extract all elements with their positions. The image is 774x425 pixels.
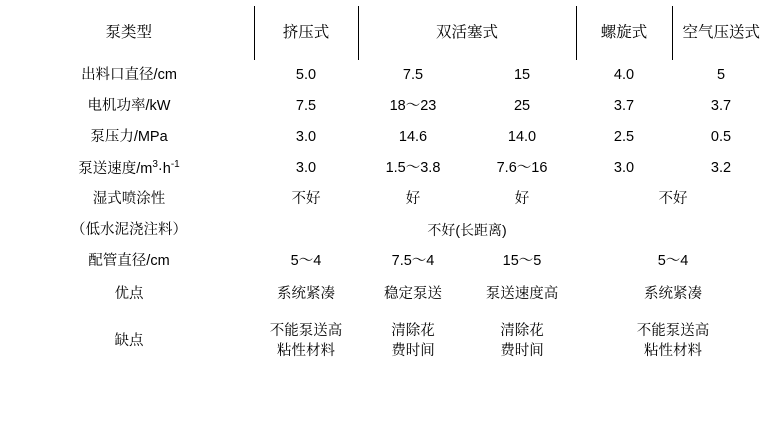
table-row <box>4 153 770 184</box>
header-col-extrusion: 挤压式 <box>254 6 358 60</box>
cell-pipe-extrusion: 5～4 <box>290 252 322 269</box>
row-label-pumping-speed <box>4 153 254 184</box>
cell-wetspray-extrusion: 不好 <box>291 190 321 207</box>
table-row <box>4 215 770 246</box>
cell-wetspray-dp1: 好 <box>405 190 421 207</box>
disadvantage-screw-air-line2: 粘性材料 <box>644 343 703 359</box>
header-col-double-piston: 双活塞式 <box>358 6 576 60</box>
cell-power-screw: 3.7 <box>613 97 635 114</box>
cell-power-dp2: 25 <box>513 97 531 114</box>
cell-pressure-air: 0.5 <box>710 128 732 145</box>
row-label-low-cement-castable: （低水泥浇注料） <box>71 221 187 238</box>
table-row <box>4 91 770 122</box>
cell-pressure-screw: 2.5 <box>613 128 635 145</box>
cell-power-air: 3.7 <box>710 97 732 114</box>
cell-advantage-screw-air: 系统紧凑 <box>644 286 703 303</box>
row-label-outlet-diameter: 出料口直径/cm <box>81 66 177 83</box>
cell-lowcement-screw-air <box>576 215 770 246</box>
cell-disadvantage-dp1 <box>358 313 468 371</box>
cell-pipe-screw-air: 5～4 <box>657 252 689 269</box>
cell-disadvantage-extrusion <box>254 313 358 371</box>
cell-wetspray-dp2: 好 <box>514 190 530 207</box>
cell-pressure-dp1: 14.6 <box>398 128 428 145</box>
disadvantage-screw-air-line1: 不能泵送高 <box>636 323 710 340</box>
cell-disadvantage-dp2 <box>468 313 576 371</box>
cell-lowcement-double-piston: 不好(长距离) <box>427 222 507 239</box>
cell-advantage-dp2: 泵送速度高 <box>485 286 559 303</box>
cell-wetspray-screw-air: 不好 <box>658 190 688 207</box>
header-row-label: 泵类型 <box>4 6 254 60</box>
cell-speed-screw: 3.0 <box>613 159 635 176</box>
pumping-speed-sup2: -1 <box>170 158 180 170</box>
cell-pipe-dp2: 15～5 <box>502 252 542 269</box>
cell-speed-dp2: 7.6～16 <box>496 159 548 176</box>
table-row <box>4 60 770 91</box>
cell-speed-air: 3.2 <box>710 159 732 176</box>
cell-outlet-air: 5 <box>716 66 726 83</box>
header-col-air: 空气压送式 <box>682 23 761 41</box>
cell-outlet-extrusion: 5.0 <box>295 66 317 83</box>
pump-comparison-table <box>4 6 770 371</box>
row-label-motor-power: 电机功率/kW <box>87 97 171 114</box>
cell-power-dp1: 18～23 <box>389 97 437 114</box>
row-label-wet-spray: 湿式喷涂性 <box>92 190 166 207</box>
cell-speed-dp1: 1.5～3.8 <box>385 159 441 176</box>
cell-pressure-dp2: 14.0 <box>507 128 537 145</box>
row-label-pump-pressure: 泵压力/MPa <box>90 128 168 145</box>
pumping-speed-mid: ·h <box>157 160 171 177</box>
cell-pressure-extrusion: 3.0 <box>295 128 317 145</box>
table-row <box>4 184 770 215</box>
header-col-screw: 螺旋式 <box>576 6 672 60</box>
table-row <box>4 122 770 153</box>
pumping-speed-main: 泵送速度/m <box>78 160 153 177</box>
cell-power-extrusion: 7.5 <box>295 97 317 114</box>
table-row <box>4 313 770 371</box>
cell-outlet-dp1: 7.5 <box>402 66 424 83</box>
disadvantage-extrusion-line1: 不能泵送高 <box>269 323 343 340</box>
table-header-row <box>4 6 770 60</box>
table-row <box>4 277 770 313</box>
disadvantage-dp1-line2: 费时间 <box>391 343 435 359</box>
cell-outlet-screw: 4.0 <box>613 66 635 83</box>
row-label-pipe-diameter: 配管直径/cm <box>88 252 170 269</box>
cell-lowcement-extrusion <box>254 215 358 246</box>
cell-disadvantage-screw-air <box>576 313 770 371</box>
cell-speed-extrusion: 3.0 <box>295 159 317 176</box>
cell-pipe-dp1: 7.5～4 <box>391 252 435 269</box>
disadvantage-dp1-line1: 清除花 <box>391 323 435 340</box>
pumping-speed-sup1: 3 <box>152 158 158 170</box>
table-row <box>4 246 770 277</box>
disadvantage-dp2-line2: 费时间 <box>500 343 544 359</box>
disadvantage-dp2-line1: 清除花 <box>500 323 544 340</box>
row-label-advantages: 优点 <box>114 286 144 303</box>
cell-outlet-dp2: 15 <box>513 66 531 83</box>
cell-advantage-extrusion: 系统紧凑 <box>277 286 335 303</box>
cell-advantage-dp1: 稳定泵送 <box>384 286 442 303</box>
disadvantage-extrusion-line2: 粘性材料 <box>277 343 335 359</box>
row-label-disadvantages: 缺点 <box>114 333 144 350</box>
